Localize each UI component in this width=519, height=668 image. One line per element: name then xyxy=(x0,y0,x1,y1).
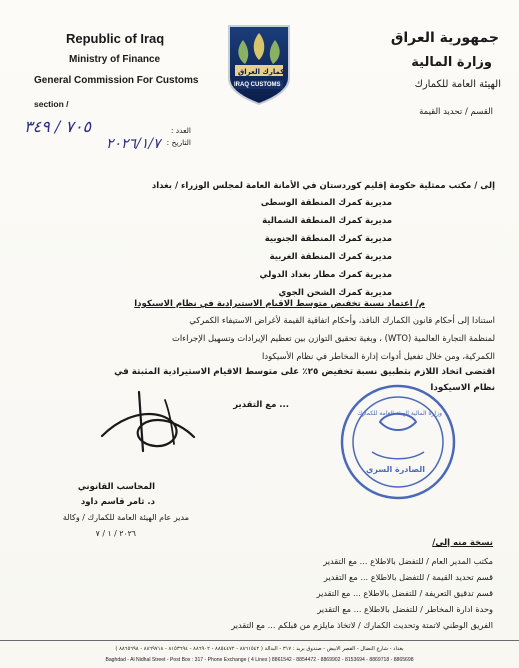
footer-divider xyxy=(0,640,519,641)
body-line-2: لمنظمة التجارة العالمية (WTO) ، وبغية تحقيق التوازن بين تعظيم الإيرادات وتسهيل الإجراءات xyxy=(171,333,495,343)
signatory-position: مدير عام الهيئة العامة للكمارك / وكالة xyxy=(62,513,189,522)
official-seal xyxy=(338,382,458,502)
header-en-line2: Ministry of Finance xyxy=(69,54,161,65)
copy-line-1: مكتب المدير العام / للتفضل بالاطلاع ... مع التقدير xyxy=(323,556,493,566)
decision-line-2: نظام الاسيكودا xyxy=(430,383,495,393)
header-en-section: section / xyxy=(34,99,69,109)
recipient-item-3: مديرية كمرك المنطقة الجنوبية xyxy=(264,234,392,244)
recipient-item-2: مديرية كمرك المنطقة الشمالية xyxy=(262,216,392,226)
recipient-item-1: مديرية كمرك المنطقة الوسطى xyxy=(260,198,392,208)
recipient-item-4: مديرية كمرك المنطقة الغربية xyxy=(269,252,392,262)
ref-number-label: العدد : xyxy=(170,126,191,135)
copy-line-5: الفريق الوطني لاتمتة وتحديث الكمارك / لاتخاذ مايلزم من قبلكم ... مع التقدير xyxy=(231,620,493,630)
ref-date-label: التاريخ : xyxy=(166,138,191,147)
subject-line: م/ اعتماد نسبة تخفيض متوسط الاقيام الاستيرادية في نظام الاسيكودا xyxy=(134,299,425,309)
footer-line-1: بغداد - شارع النضال - القصر الابيض - صندوق بريد : ٣١٧ - البدالة ( ٨٨٦١٥٤٢ - ٨٨٥٤٤٧٢ - ٨٨٦٩٠٢ - ٨١٥٣٦٩٤ - ٨٨٦٩٧١٨ - ٨٨٦٥٦٩٨ ) xyxy=(115,646,404,652)
signatory-date: ٢٠٢٦ / ١ / ٧ xyxy=(95,529,136,538)
decision-line-1: اقتضى اتخاذ اللازم بتطبيق نسبة تخفيض ٢٥٪ على متوسط الاقيام الاستيرادية المثبتة في xyxy=(114,367,495,377)
recipient-item-6: مديرية كمرك الشحن الجوي xyxy=(278,288,392,298)
seal-ring-text: وزارة المالية الهيئة العامة للكمارك xyxy=(357,410,442,417)
header-ar-section: القسم / تحديد القيمة xyxy=(419,107,493,117)
footer-line-2: Baghdad - Al Nidhal Street - Post Box : 317 - Phone Exchange ( 4 Lines ) 8861542 - 8854472 - 8869902 - 8153694 - 8869718 - 8865698 xyxy=(105,657,414,663)
logo-text-ar: كمارك العراق xyxy=(238,68,285,76)
copy-line-3: قسم تدقيق التعريفة / للتفضل بالاطلاع ... مع التقدير xyxy=(316,588,493,598)
signatory-name: د. ثامر قاسم داود xyxy=(80,497,155,507)
copy-line-2: قسم تحديد القيمة / للتفضل بالاطلاع ... مع التقدير xyxy=(323,572,493,582)
signature-scribble xyxy=(88,380,208,470)
recipient-main: إلى / مكتب ممثلية حكومة إقليم كوردستان في الأمانة العامة لمجلس الوزراء / بغداد xyxy=(151,181,495,191)
header-ar-line3: الهيئة العامة للكمارك xyxy=(414,79,501,90)
header-en-line3: General Commission For Customs xyxy=(34,75,199,86)
header-ar-line2: وزارة المالية xyxy=(411,55,492,70)
copies-title: نسخة منه إلى/ xyxy=(432,538,493,548)
copy-line-4: وحدة ادارة المخاطر / للتفضل بالاطلاع ... مع التقدير xyxy=(317,604,493,614)
ref-date-handwritten: ٢٠٢٦/١/٧ xyxy=(106,136,161,152)
logo-text-en: IRAQ CUSTOMS xyxy=(234,82,281,88)
customs-logo xyxy=(222,22,296,106)
seal-center-text: الصادرة السري xyxy=(366,465,426,474)
body-line-3: الكمركية، ومن خلال تفعيل أدوات إدارة المخاطر في نظام الأسيكودا xyxy=(262,351,495,361)
ref-number-handwritten: ٧٠٥ / ٣٤٩ xyxy=(24,117,92,136)
recipient-item-5: مديرية كمرك مطار بغداد الدولي xyxy=(259,270,392,280)
signatory-title: المحاسب القانوني xyxy=(77,482,155,492)
closing-line: ... مع التقدير xyxy=(233,400,289,410)
header-en-line1: Republic of Iraq xyxy=(66,31,165,46)
header-ar-line1: جمهورية العراق xyxy=(390,30,499,46)
body-line-1: استنادا إلى أحكام قانون الكمارك النافذ، وأحكام اتفاقية القيمة لأغراض الاستيفاء الكمركي xyxy=(189,315,495,325)
